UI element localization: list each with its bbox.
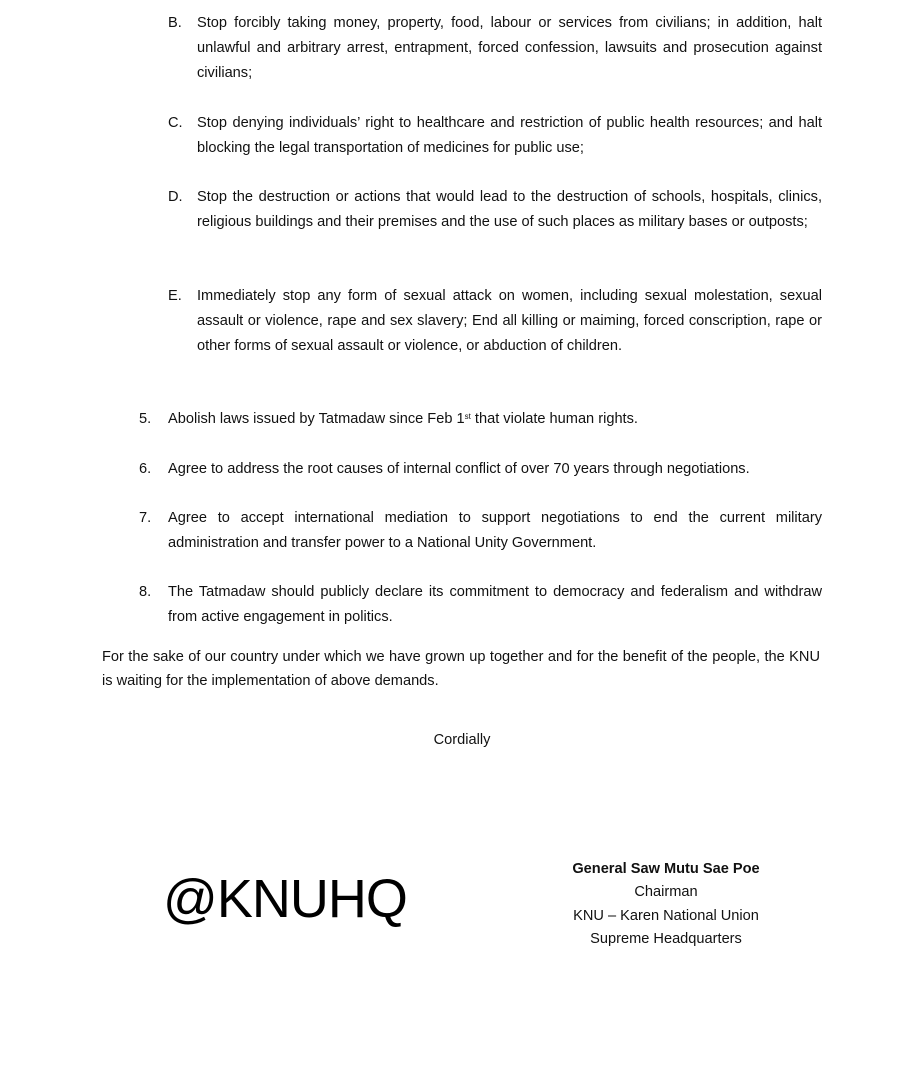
item-text-part: Abolish laws issued by Tatmadaw since Feb 1 [168,411,465,427]
item-text [168,407,822,432]
signature-block [540,858,792,952]
item-text: Immediately stop any form of sexual attack on women, including sexual molestation, sexual assault or violence, rape and sex slavery; End all killing or maiming, forced conscription, rape or other forms of sexual assault or violence, or abduction of children. [197,288,822,354]
demand-item-7 [139,506,822,556]
closing-paragraph: For the sake of our country under which we have grown up together and for the benefit of the people, the KNU is waiting for the implementation of above demands. [102,649,820,689]
item-label: 5. [139,411,152,427]
demand-item-d [168,185,822,235]
signatory-unit: Supreme Headquarters [590,931,742,948]
item-label: 8. [139,584,152,600]
demand-item-c [168,111,822,161]
signatory-org: KNU – Karen National Union [573,907,759,924]
demand-item-5 [139,407,822,432]
demand-item-b [168,11,822,85]
item-text: Stop denying individuals’ right to healthcare and restriction of public health resources; and halt blocking the legal transportation of medicines for public use; [197,115,822,156]
item-text: The Tatmadaw should publicly declare its commitment to democracy and federalism and withdraw from active engagement in politics. [168,584,822,625]
item-label: 7. [139,510,152,526]
superscript: st [464,412,471,421]
item-text: Stop the destruction or actions that would lead to the destruction of schools, hospitals, clinics, religious buildings and their premises and the use of such places as military bases or outposts; [197,189,822,230]
item-label: C. [168,115,183,131]
item-text: Stop forcibly taking money, property, food, labour or services from civilians; in addition, halt unlawful and arbitrary arrest, entrapment, forced confession, lawsuits and prosecution against civilians; [197,15,822,81]
demand-item-8 [139,580,822,630]
signatory-name: General Saw Mutu Sae Poe [572,861,760,877]
demand-item-e [168,284,822,358]
item-text: Agree to address the root causes of internal conflict of over 70 years through negotiations. [168,461,750,477]
demand-item-6 [139,457,822,482]
item-text-part: that violate human rights. [470,411,638,427]
item-text: Agree to accept international mediation to support negotiations to end the current military administration and transfer power to a National Unity Government. [168,510,822,551]
watermark-handle: @KNUHQ [163,869,407,929]
item-label: D. [168,189,183,205]
salutation: Cordially [433,732,491,748]
item-label: B. [168,15,182,31]
signatory-title: Chairman [634,884,698,901]
item-label: E. [168,288,182,304]
item-label: 6. [139,461,152,477]
